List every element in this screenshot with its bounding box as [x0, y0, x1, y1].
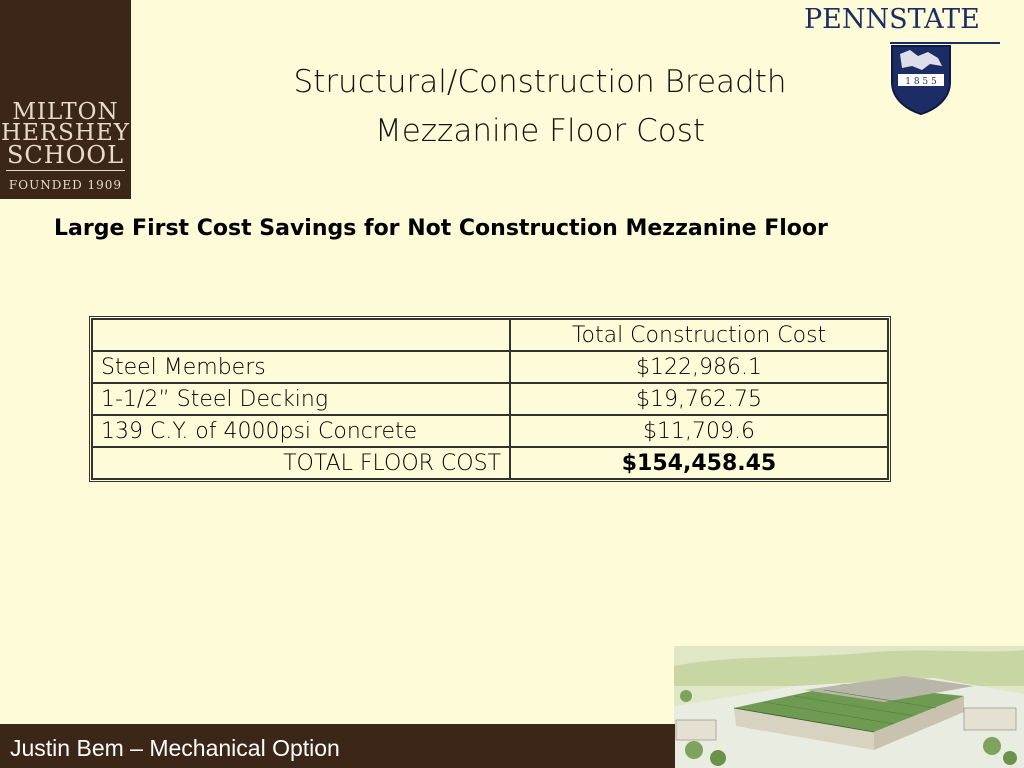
footer-bar — [0, 724, 675, 768]
cost-cell: $11,709.6 — [510, 415, 888, 447]
table-total-row — [92, 447, 888, 479]
logo-line-3: SCHOOL — [6, 141, 125, 169]
table-header-row — [92, 319, 888, 351]
penn-state-shield-icon — [890, 44, 952, 116]
penn-state-wordmark: PENNSTATE — [804, 4, 980, 35]
logo-founded: FOUNDED 1909 — [8, 178, 123, 192]
item-cell: 1-1/2” Steel Decking — [92, 383, 510, 415]
item-cell: 139 C.Y. of 4000psi Concrete — [92, 415, 510, 447]
penn-state-year: 1 8 5 5 — [905, 77, 937, 87]
campus-building-illustration — [674, 646, 1024, 768]
logo-line-2: HERSHEY — [1, 120, 130, 146]
slide-title-line1: Structural/Construction Breadth — [293, 64, 787, 100]
table-header-cell — [92, 319, 510, 351]
milton-hershey-logo — [0, 0, 131, 199]
table-row — [92, 351, 888, 383]
slide-subtitle: Large First Cost Savings for Not Construction Mezzanine Floor — [54, 216, 828, 241]
slide-title-line2: Mezzanine Floor Cost — [374, 113, 706, 149]
total-label-cell: TOTAL FLOOR COST — [92, 447, 510, 479]
cost-cell: $122,986.1 — [510, 351, 888, 383]
total-cost-cell: $154,458.45 — [510, 447, 888, 479]
item-cell: Steel Members — [92, 351, 510, 383]
cost-cell: $19,762.75 — [510, 383, 888, 415]
table-row — [92, 415, 888, 447]
logo-rule — [6, 170, 125, 171]
footer-text: Justin Bem – Mechanical Option — [10, 735, 340, 761]
table-header-cell: Total Construction Cost — [510, 319, 888, 351]
table-row — [92, 383, 888, 415]
logo-line-1: MILTON — [12, 99, 119, 125]
cost-table — [89, 316, 891, 482]
